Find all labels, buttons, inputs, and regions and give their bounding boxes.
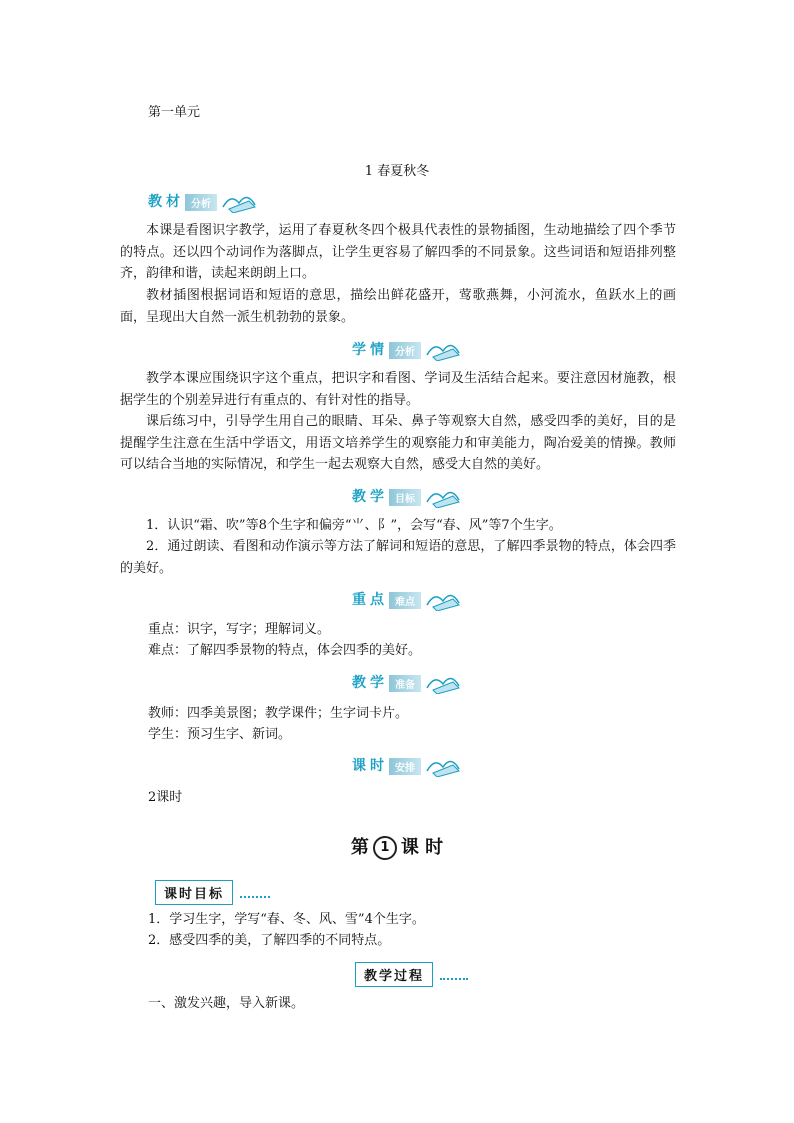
- book-doodle-icon: [423, 670, 463, 694]
- book-doodle-icon: [423, 587, 463, 611]
- book-doodle-icon: [219, 189, 259, 213]
- xueqing-para-2: 课后练习中，引导学生用自己的眼睛、耳朵、鼻子等观察大自然，感受四季的美好，目的是提醒学生注意在生活中学语文，用语文培养学生的观察能力和审美能力，陶冶爱美的情操。教师可以结合当地的实际情况，和学生一起去观察大自然，感受大自然的美好。: [120, 414, 676, 472]
- section-banner-zhongdian: [352, 587, 463, 611]
- mubiao-item-1: 1．认识“霜、吹”等8个生字和偏旁“⺌、阝”，会写“春、风”等7个生字。: [146, 518, 562, 533]
- guocheng-step-1: 一、激发兴趣，导入新课。: [148, 996, 305, 1011]
- zhunbei-teacher: 教师：四季美景图；教学课件；生字词卡片。: [148, 706, 409, 721]
- section-banner-mubiao: [352, 484, 463, 508]
- banner-main: 教材: [148, 194, 184, 210]
- keshi-count: 2课时: [148, 790, 183, 805]
- banner-sub: 分析: [185, 194, 217, 211]
- banner-main: 学情: [352, 342, 388, 358]
- banner-sub: 分析: [389, 342, 421, 359]
- banner-sub: 难点: [389, 592, 421, 609]
- dotted-decoration: [240, 890, 270, 898]
- banner-sub: 目标: [389, 489, 421, 506]
- banner-sub: 安排: [389, 758, 421, 775]
- banner-main: 教学: [352, 675, 388, 691]
- jiaocai-para-1: 本课是看图识字教学，运用了春夏秋冬四个极具代表性的景物插图，生动地描绘了四个季节的特点。还以四个动词作为落脚点，让学生更容易了解四季的不同景象。这些词语和短语排列整齐，韵律和谐，读起来朗朗上口。: [120, 223, 676, 281]
- banner-main: 重点: [352, 592, 388, 608]
- lesson-session-heading: [0, 833, 794, 860]
- section-banner-zhunbei: [352, 670, 463, 694]
- section-banner-jiaocai: [148, 189, 259, 213]
- book-doodle-icon: [423, 753, 463, 777]
- lesson-post: 课 时: [400, 837, 444, 858]
- banner-sub: 准备: [389, 675, 421, 692]
- lesson-number: 1: [373, 836, 397, 860]
- banner-main: 教学: [352, 489, 388, 505]
- lesson-pre: 第: [350, 837, 369, 858]
- book-doodle-icon: [423, 337, 463, 361]
- keshi-mubiao-item-2: 2．感受四季的美，了解四季的不同特点。: [148, 933, 391, 948]
- mubiao-item-2: 2．通过朗读、看图和动作演示等方法了解词和短语的意思，了解四季景物的特点，体会四季的美好。: [120, 539, 676, 576]
- zhongdian-line: 重点：识字，写字；理解词义。: [148, 622, 331, 637]
- keshi-mubiao-item-1: 1．学习生字，学写“春、冬、风、雪”4个生字。: [148, 912, 425, 927]
- dotted-decoration: [440, 972, 468, 980]
- xueqing-para-1: 教学本课应围绕识字这个重点，把识字和看图、学词及生活结合起来。要注意因材施教，根据学生的个别差异进行有重点的、有针对性的指导。: [120, 371, 676, 408]
- guocheng-label: 教学过程: [355, 962, 433, 987]
- jiaocai-para-2: 教材插图根据词语和短语的意思，描绘出鲜花盛开，莺歌燕舞，小河流水，鱼跃水上的画面，呈现出大自然一派生机勃勃的景象。: [120, 288, 676, 325]
- unit-heading: 第一单元: [148, 105, 201, 120]
- lesson-title: 1 春夏秋冬: [364, 164, 430, 179]
- section-banner-keshi: [352, 753, 463, 777]
- section-banner-xueqing: [352, 337, 463, 361]
- banner-main: 课时: [352, 758, 388, 774]
- keshi-mubiao-label: 课时目标: [155, 880, 233, 905]
- nandian-line: 难点：了解四季景物的特点，体会四季的美好。: [148, 643, 422, 658]
- zhunbei-student: 学生：预习生字、新词。: [148, 727, 292, 742]
- book-doodle-icon: [423, 484, 463, 508]
